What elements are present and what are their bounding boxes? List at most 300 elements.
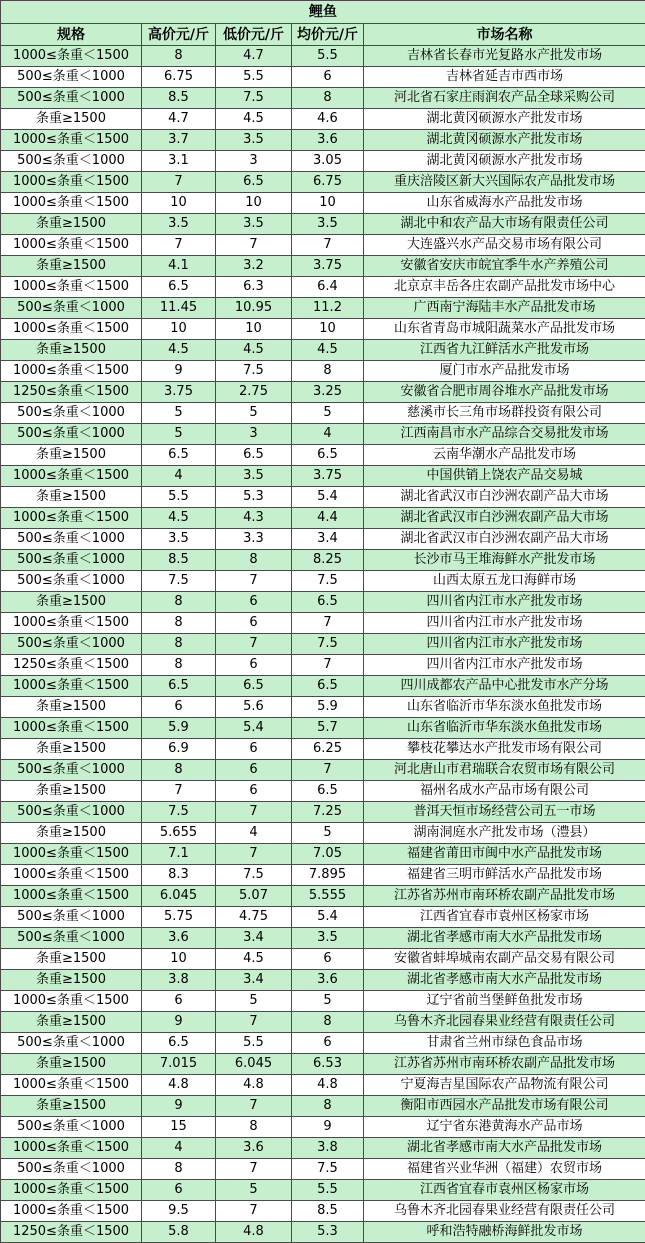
cell-market-name: 四川成都农产品中心批发市水产分场 <box>364 676 645 697</box>
cell-high-price: 6.5 <box>142 1033 216 1054</box>
cell-high-price: 8 <box>142 46 216 67</box>
cell-high-price: 5.9 <box>142 718 216 739</box>
cell-market-name: 厦门市水产品批发市场 <box>364 361 645 382</box>
cell-high-price: 7 <box>142 172 216 193</box>
cell-high-price: 4.5 <box>142 340 216 361</box>
cell-low-price: 4.8 <box>216 1222 292 1243</box>
cell-high-price: 7 <box>142 781 216 802</box>
cell-low-price: 7 <box>216 634 292 655</box>
table-row <box>1 907 645 928</box>
cell-spec: 500≤条重＜1000 <box>1 529 142 550</box>
cell-market-name: 甘肃省兰州市绿色食品市场 <box>364 1033 645 1054</box>
cell-avg-price: 7.5 <box>292 634 364 655</box>
cell-avg-price: 8 <box>292 88 364 109</box>
cell-market-name: 江西省宜春市袁州区杨家市场 <box>364 1180 645 1201</box>
cell-avg-price: 3.8 <box>292 1138 364 1159</box>
table-row <box>1 340 645 361</box>
cell-high-price: 8 <box>142 592 216 613</box>
cell-high-price: 6.75 <box>142 67 216 88</box>
cell-high-price: 15 <box>142 1117 216 1138</box>
cell-spec: 1000≤条重＜1500 <box>1 1180 142 1201</box>
table-row <box>1 88 645 109</box>
cell-avg-price: 7 <box>292 613 364 634</box>
cell-market-name: 四川省内江市水产批发市场 <box>364 634 645 655</box>
table-row <box>1 1075 645 1096</box>
cell-avg-price: 6 <box>292 949 364 970</box>
table-row <box>1 172 645 193</box>
cell-low-price: 6 <box>216 739 292 760</box>
cell-avg-price: 7.5 <box>292 571 364 592</box>
cell-low-price: 5.5 <box>216 67 292 88</box>
cell-low-price: 6.5 <box>216 445 292 466</box>
cell-spec: 1000≤条重＜1500 <box>1 886 142 907</box>
cell-spec: 500≤条重＜1000 <box>1 907 142 928</box>
header-high-price: 高价元/斤 <box>142 24 216 46</box>
table-row <box>1 823 645 844</box>
cell-low-price: 6 <box>216 760 292 781</box>
cell-market-name: 云南华潮水产品批发市场 <box>364 445 645 466</box>
cell-spec: 1000≤条重＜1500 <box>1 193 142 214</box>
cell-market-name: 湖北黄冈硕源水产批发市场 <box>364 109 645 130</box>
cell-low-price: 4.8 <box>216 1075 292 1096</box>
cell-low-price: 3.4 <box>216 928 292 949</box>
cell-market-name: 河北省石家庄雨润农产品全球采购公司 <box>364 88 645 109</box>
cell-spec: 500≤条重＜1000 <box>1 550 142 571</box>
table-body <box>1 46 645 1243</box>
cell-low-price: 7 <box>216 1096 292 1117</box>
cell-low-price: 5 <box>216 403 292 424</box>
cell-avg-price: 8 <box>292 1012 364 1033</box>
table-row <box>1 403 645 424</box>
cell-avg-price: 9 <box>292 1117 364 1138</box>
table-row <box>1 130 645 151</box>
cell-avg-price: 6.5 <box>292 781 364 802</box>
cell-market-name: 湖北黄冈硕源水产批发市场 <box>364 130 645 151</box>
cell-avg-price: 3.5 <box>292 928 364 949</box>
cell-low-price: 8 <box>216 1117 292 1138</box>
table-row <box>1 1117 645 1138</box>
cell-high-price: 3.75 <box>142 382 216 403</box>
cell-low-price: 6 <box>216 781 292 802</box>
table-row <box>1 214 645 235</box>
cell-avg-price: 3.6 <box>292 970 364 991</box>
cell-market-name: 湖北省武汉市白沙洲农副产品大市场 <box>364 508 645 529</box>
cell-spec: 1000≤条重＜1500 <box>1 844 142 865</box>
cell-spec: 1000≤条重＜1500 <box>1 130 142 151</box>
cell-low-price: 4.5 <box>216 109 292 130</box>
cell-high-price: 4.8 <box>142 1075 216 1096</box>
cell-avg-price: 3.5 <box>292 214 364 235</box>
cell-market-name: 山东省临沂市华东淡水鱼批发市场 <box>364 697 645 718</box>
table-row <box>1 718 645 739</box>
cell-avg-price: 6.4 <box>292 277 364 298</box>
cell-low-price: 7 <box>216 1159 292 1180</box>
cell-spec: 500≤条重＜1000 <box>1 88 142 109</box>
table-row <box>1 991 645 1012</box>
table-row <box>1 1222 645 1243</box>
table-row <box>1 1201 645 1222</box>
cell-market-name: 四川省内江市水产批发市场 <box>364 655 645 676</box>
cell-avg-price: 8.5 <box>292 1201 364 1222</box>
cell-market-name: 湖南洞庭水产批发市场（澧县） <box>364 823 645 844</box>
table-row <box>1 67 645 88</box>
cell-market-name: 大连盛兴水产品交易市场有限公司 <box>364 235 645 256</box>
cell-market-name: 湖北黄冈硕源水产批发市场 <box>364 151 645 172</box>
cell-avg-price: 4.5 <box>292 340 364 361</box>
cell-spec: 条重≥1500 <box>1 340 142 361</box>
cell-low-price: 7 <box>216 802 292 823</box>
cell-avg-price: 6.5 <box>292 445 364 466</box>
cell-avg-price: 8 <box>292 361 364 382</box>
cell-market-name: 吉林省延吉市西市场 <box>364 67 645 88</box>
cell-avg-price: 5 <box>292 403 364 424</box>
cell-avg-price: 6 <box>292 67 364 88</box>
table-title: 鲤鱼 <box>1 1 645 24</box>
cell-low-price: 2.75 <box>216 382 292 403</box>
cell-low-price: 3 <box>216 151 292 172</box>
cell-market-name: 山东省青岛市城阳蔬菜水产品批发市场 <box>364 319 645 340</box>
cell-avg-price: 3.05 <box>292 151 364 172</box>
cell-high-price: 6.5 <box>142 445 216 466</box>
cell-high-price: 6 <box>142 991 216 1012</box>
header-row <box>1 24 645 46</box>
cell-high-price: 7 <box>142 235 216 256</box>
table-row <box>1 697 645 718</box>
cell-high-price: 5.8 <box>142 1222 216 1243</box>
cell-low-price: 6 <box>216 592 292 613</box>
table-row <box>1 844 645 865</box>
cell-low-price: 3.5 <box>216 214 292 235</box>
table-row <box>1 319 645 340</box>
cell-avg-price: 7.5 <box>292 1159 364 1180</box>
cell-avg-price: 5.9 <box>292 697 364 718</box>
cell-market-name: 辽宁省东港黄海水产品市场 <box>364 1117 645 1138</box>
cell-spec: 条重≥1500 <box>1 949 142 970</box>
cell-low-price: 10 <box>216 319 292 340</box>
cell-market-name: 山东省威海水产品批发市场 <box>364 193 645 214</box>
cell-spec: 500≤条重＜1000 <box>1 928 142 949</box>
cell-spec: 条重≥1500 <box>1 823 142 844</box>
cell-spec: 1000≤条重＜1500 <box>1 235 142 256</box>
cell-low-price: 10 <box>216 193 292 214</box>
cell-low-price: 7 <box>216 1012 292 1033</box>
cell-avg-price: 4.4 <box>292 508 364 529</box>
table-row <box>1 781 645 802</box>
cell-low-price: 8 <box>216 550 292 571</box>
cell-spec: 条重≥1500 <box>1 445 142 466</box>
cell-avg-price: 5.4 <box>292 487 364 508</box>
header-avg-price: 均价元/斤 <box>292 24 364 46</box>
cell-low-price: 5 <box>216 1180 292 1201</box>
cell-market-name: 乌鲁木齐北园春果业经营有限责任公司 <box>364 1201 645 1222</box>
cell-market-name: 重庆涪陵区新大兴国际农产品批发市场 <box>364 172 645 193</box>
table-row <box>1 613 645 634</box>
cell-high-price: 8.3 <box>142 865 216 886</box>
table-row <box>1 235 645 256</box>
cell-high-price: 7.5 <box>142 802 216 823</box>
cell-market-name: 四川省内江市水产批发市场 <box>364 592 645 613</box>
header-spec: 规格 <box>1 24 142 46</box>
table-row <box>1 529 645 550</box>
table-row <box>1 739 645 760</box>
cell-avg-price: 8.25 <box>292 550 364 571</box>
table-row <box>1 1159 645 1180</box>
cell-avg-price: 5.3 <box>292 1222 364 1243</box>
cell-avg-price: 3.4 <box>292 529 364 550</box>
table-row <box>1 550 645 571</box>
cell-avg-price: 5.5 <box>292 46 364 67</box>
cell-market-name: 山东省临沂市华东淡水鱼批发市场 <box>364 718 645 739</box>
cell-avg-price: 5 <box>292 991 364 1012</box>
cell-market-name: 中国供销上饶农产品交易城 <box>364 466 645 487</box>
cell-spec: 条重≥1500 <box>1 214 142 235</box>
cell-high-price: 7.1 <box>142 844 216 865</box>
cell-market-name: 呼和浩特融桥海鲜批发市场 <box>364 1222 645 1243</box>
cell-avg-price: 5.555 <box>292 886 364 907</box>
cell-spec: 条重≥1500 <box>1 739 142 760</box>
cell-market-name: 福州名成水产品市场有限公司 <box>364 781 645 802</box>
cell-spec: 500≤条重＜1000 <box>1 634 142 655</box>
cell-spec: 条重≥1500 <box>1 256 142 277</box>
cell-low-price: 6 <box>216 655 292 676</box>
cell-market-name: 江苏省苏州市南环桥农副产品批发市场 <box>364 1054 645 1075</box>
table-row <box>1 970 645 991</box>
cell-market-name: 安徽省蚌埠城南农副产品交易有限公司 <box>364 949 645 970</box>
cell-spec: 1000≤条重＜1500 <box>1 865 142 886</box>
table-row <box>1 487 645 508</box>
cell-low-price: 5 <box>216 991 292 1012</box>
table-row <box>1 256 645 277</box>
cell-spec: 条重≥1500 <box>1 970 142 991</box>
cell-market-name: 湖北中和农产品大市场有限责任公司 <box>364 214 645 235</box>
cell-low-price: 5.5 <box>216 1033 292 1054</box>
cell-avg-price: 6.25 <box>292 739 364 760</box>
cell-spec: 1000≤条重＜1500 <box>1 991 142 1012</box>
cell-market-name: 福建省兴业华洲（福建）农贸市场 <box>364 1159 645 1180</box>
cell-high-price: 6 <box>142 1180 216 1201</box>
cell-avg-price: 6.5 <box>292 676 364 697</box>
cell-high-price: 6.045 <box>142 886 216 907</box>
cell-spec: 1000≤条重＜1500 <box>1 361 142 382</box>
cell-spec: 1000≤条重＜1500 <box>1 718 142 739</box>
cell-avg-price: 5 <box>292 823 364 844</box>
cell-avg-price: 7.25 <box>292 802 364 823</box>
table-row <box>1 1096 645 1117</box>
cell-market-name: 江苏省苏州市南环桥农副产品批发市场 <box>364 886 645 907</box>
cell-market-name: 辽宁省前当堡鲜鱼批发市场 <box>364 991 645 1012</box>
cell-high-price: 8 <box>142 760 216 781</box>
cell-spec: 500≤条重＜1000 <box>1 403 142 424</box>
cell-spec: 1250≤条重＜1500 <box>1 655 142 676</box>
cell-market-name: 江西省九江鲜活水产批发市场 <box>364 340 645 361</box>
cell-avg-price: 10 <box>292 193 364 214</box>
cell-high-price: 9 <box>142 1096 216 1117</box>
cell-low-price: 7.5 <box>216 361 292 382</box>
cell-high-price: 3.7 <box>142 130 216 151</box>
cell-avg-price: 8 <box>292 1096 364 1117</box>
cell-low-price: 7 <box>216 1201 292 1222</box>
cell-spec: 1000≤条重＜1500 <box>1 1201 142 1222</box>
cell-market-name: 福建省三明市鲜活水产品批发市场 <box>364 865 645 886</box>
cell-low-price: 3.5 <box>216 466 292 487</box>
header-market-name: 市场名称 <box>364 24 645 46</box>
cell-spec: 条重≥1500 <box>1 1054 142 1075</box>
cell-low-price: 4 <box>216 823 292 844</box>
cell-spec: 500≤条重＜1000 <box>1 802 142 823</box>
cell-low-price: 6.3 <box>216 277 292 298</box>
cell-spec: 500≤条重＜1000 <box>1 1159 142 1180</box>
table-row <box>1 760 645 781</box>
cell-market-name: 福建省莆田市闽中水产品批发市场 <box>364 844 645 865</box>
cell-market-name: 四川省内江市水产批发市场 <box>364 613 645 634</box>
cell-high-price: 3.8 <box>142 970 216 991</box>
table-row <box>1 46 645 67</box>
table-row <box>1 277 645 298</box>
cell-high-price: 5.75 <box>142 907 216 928</box>
cell-spec: 条重≥1500 <box>1 592 142 613</box>
cell-high-price: 8 <box>142 1159 216 1180</box>
cell-avg-price: 4 <box>292 424 364 445</box>
cell-market-name: 湖北省孝感市南大水产品批发市场 <box>364 928 645 949</box>
cell-high-price: 7.5 <box>142 571 216 592</box>
cell-low-price: 5.4 <box>216 718 292 739</box>
cell-high-price: 4 <box>142 1138 216 1159</box>
cell-low-price: 3.2 <box>216 256 292 277</box>
cell-low-price: 5.07 <box>216 886 292 907</box>
cell-high-price: 11.45 <box>142 298 216 319</box>
cell-high-price: 10 <box>142 193 216 214</box>
cell-spec: 条重≥1500 <box>1 697 142 718</box>
table-row <box>1 1054 645 1075</box>
cell-low-price: 7.5 <box>216 865 292 886</box>
table-row <box>1 1033 645 1054</box>
cell-market-name: 河北唐山市君瑞联合农贸市场有限公司 <box>364 760 645 781</box>
table-row <box>1 949 645 970</box>
cell-low-price: 4.3 <box>216 508 292 529</box>
cell-low-price: 4.5 <box>216 340 292 361</box>
cell-spec: 1000≤条重＜1500 <box>1 1075 142 1096</box>
cell-high-price: 6.5 <box>142 676 216 697</box>
cell-avg-price: 5.4 <box>292 907 364 928</box>
header-low-price: 低价元/斤 <box>216 24 292 46</box>
cell-spec: 1000≤条重＜1500 <box>1 46 142 67</box>
cell-spec: 1000≤条重＜1500 <box>1 676 142 697</box>
table-row <box>1 466 645 487</box>
table-row <box>1 445 645 466</box>
cell-high-price: 8 <box>142 634 216 655</box>
cell-avg-price: 3.75 <box>292 256 364 277</box>
cell-avg-price: 4.8 <box>292 1075 364 1096</box>
cell-avg-price: 6.53 <box>292 1054 364 1075</box>
table-row <box>1 298 645 319</box>
cell-low-price: 6 <box>216 613 292 634</box>
table-row <box>1 361 645 382</box>
cell-spec: 500≤条重＜1000 <box>1 760 142 781</box>
cell-market-name: 湖北省武汉市白沙洲农副产品大市场 <box>364 529 645 550</box>
cell-market-name: 安徽省合肥市周谷堆水产品批发市场 <box>364 382 645 403</box>
cell-high-price: 4.7 <box>142 109 216 130</box>
cell-market-name: 江西省宜春市袁州区杨家市场 <box>364 907 645 928</box>
table-row <box>1 382 645 403</box>
cell-avg-price: 3.6 <box>292 130 364 151</box>
cell-high-price: 3.5 <box>142 529 216 550</box>
cell-spec: 500≤条重＜1000 <box>1 151 142 172</box>
cell-low-price: 6.045 <box>216 1054 292 1075</box>
cell-low-price: 4.5 <box>216 949 292 970</box>
cell-low-price: 6.5 <box>216 676 292 697</box>
table-row <box>1 109 645 130</box>
cell-spec: 1000≤条重＜1500 <box>1 277 142 298</box>
cell-low-price: 4.75 <box>216 907 292 928</box>
cell-high-price: 4.1 <box>142 256 216 277</box>
cell-market-name: 普洱天恒市场经营公司五一市场 <box>364 802 645 823</box>
cell-high-price: 8.5 <box>142 550 216 571</box>
cell-spec: 条重≥1500 <box>1 1096 142 1117</box>
cell-high-price: 9.5 <box>142 1201 216 1222</box>
table-row <box>1 1012 645 1033</box>
cell-high-price: 8 <box>142 613 216 634</box>
cell-low-price: 7 <box>216 844 292 865</box>
cell-high-price: 5 <box>142 403 216 424</box>
cell-spec: 条重≥1500 <box>1 109 142 130</box>
cell-avg-price: 7.05 <box>292 844 364 865</box>
cell-avg-price: 7 <box>292 235 364 256</box>
cell-high-price: 3.5 <box>142 214 216 235</box>
cell-high-price: 3.1 <box>142 151 216 172</box>
cell-spec: 500≤条重＜1000 <box>1 298 142 319</box>
cell-market-name: 江西南昌市水产品综合交易批发市场 <box>364 424 645 445</box>
cell-market-name: 长沙市马王堆海鲜水产批发市场 <box>364 550 645 571</box>
cell-market-name: 山西太原五龙口海鲜市场 <box>364 571 645 592</box>
cell-high-price: 3.6 <box>142 928 216 949</box>
cell-low-price: 7 <box>216 571 292 592</box>
cell-market-name: 湖北省孝感市南大水产品批发市场 <box>364 1138 645 1159</box>
cell-market-name: 北京京丰岳各庄农副产品批发市场中心 <box>364 277 645 298</box>
table-row <box>1 865 645 886</box>
cell-avg-price: 11.2 <box>292 298 364 319</box>
cell-low-price: 3.3 <box>216 529 292 550</box>
cell-low-price: 6.5 <box>216 172 292 193</box>
cell-spec: 1250≤条重＜1500 <box>1 1222 142 1243</box>
cell-low-price: 7 <box>216 235 292 256</box>
cell-market-name: 宁夏海吉星国际农产品物流有限公司 <box>364 1075 645 1096</box>
cell-avg-price: 6 <box>292 1033 364 1054</box>
cell-low-price: 3.4 <box>216 970 292 991</box>
title-row <box>1 1 645 24</box>
cell-spec: 1000≤条重＜1500 <box>1 1138 142 1159</box>
table-row <box>1 508 645 529</box>
cell-avg-price: 4.6 <box>292 109 364 130</box>
cell-market-name: 安徽省安庆市皖宜季牛水产养殖公司 <box>364 256 645 277</box>
cell-avg-price: 7 <box>292 655 364 676</box>
cell-spec: 条重≥1500 <box>1 1012 142 1033</box>
table-row <box>1 1180 645 1201</box>
cell-high-price: 5.5 <box>142 487 216 508</box>
cell-spec: 1000≤条重＜1500 <box>1 172 142 193</box>
cell-low-price: 10.95 <box>216 298 292 319</box>
cell-spec: 1000≤条重＜1500 <box>1 319 142 340</box>
cell-high-price: 6.5 <box>142 277 216 298</box>
cell-market-name: 衡阳市西园水产品批发市场有限公司 <box>364 1096 645 1117</box>
table-row <box>1 151 645 172</box>
cell-high-price: 7.015 <box>142 1054 216 1075</box>
cell-market-name: 广西南宁海陆丰水产品批发市场 <box>364 298 645 319</box>
cell-avg-price: 3.75 <box>292 466 364 487</box>
cell-high-price: 10 <box>142 949 216 970</box>
cell-avg-price: 5.5 <box>292 1180 364 1201</box>
cell-avg-price: 3.25 <box>292 382 364 403</box>
cell-high-price: 6 <box>142 697 216 718</box>
